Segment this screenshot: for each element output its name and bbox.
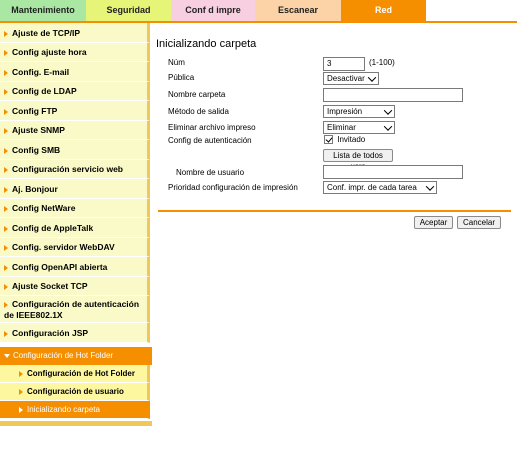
arrow-right-icon [4,187,8,193]
row-nombre-carpeta [168,88,508,102]
tab-conf-d-impre[interactable]: Conf d impre [171,0,255,21]
sidebar-item-label: Config de LDAP [12,86,77,96]
accept-button[interactable]: Aceptar [414,216,453,229]
arrow-right-icon [4,245,8,251]
arrow-right-icon [4,167,8,173]
metodo-salida-select[interactable] [323,105,395,118]
row-config-autenticacion [168,135,508,149]
sidebar-bottom-bar [0,421,152,426]
tab-red[interactable]: Red [341,0,426,21]
sidebar-item-ldap[interactable] [0,82,150,101]
arrow-right-icon [4,331,8,337]
num-range-hint: (1-100) [369,58,395,67]
eliminar-archivo-select-value: Eliminar [327,123,356,132]
tab-seguridad[interactable]: Seguridad [86,0,171,21]
cancel-button[interactable]: Cancelar [457,216,501,229]
sidebar-item-label: Config FTP [12,106,58,116]
chevron-down-icon [384,122,392,130]
arrow-right-icon [19,407,23,413]
page-title: Inicializando carpeta [156,38,257,50]
sidebar-subitem-label: Inicializando carpeta [27,405,100,414]
chevron-down-icon [426,182,434,190]
sidebar-item-label: Config NetWare [12,203,76,213]
chevron-down-icon [368,73,376,81]
tab-mantenimiento[interactable]: Mantenimiento [0,0,86,21]
sidebar-item-label: Ajuste Socket TCP [12,281,88,291]
arrow-right-icon [4,206,8,212]
tab-escanear[interactable]: Escanear [255,0,341,21]
arrow-right-icon [4,89,8,95]
sidebar-item-label-line2: de IEEE802.1X [4,310,63,320]
sidebar-item-label: Configuración de autenticación [12,299,140,309]
sidebar-item-label: Config. E-mail [12,67,70,77]
form-divider [158,210,511,212]
sidebar-item-tcpip[interactable] [0,23,150,43]
arrow-right-icon [4,265,8,271]
sidebar-item-bonjour[interactable] [0,179,150,199]
arrow-right-icon [4,70,8,76]
prioridad-select-value: Conf. impr. de cada tarea [327,183,417,192]
sidebar-item-appletalk[interactable] [0,218,150,238]
eliminar-archivo-label: Eliminar archivo impreso [168,123,256,132]
metodo-salida-label: Método de salida [168,107,229,116]
sidebar-subitem-usuario[interactable] [0,383,150,401]
arrow-right-icon [4,148,8,154]
invitado-checkbox[interactable] [324,135,333,144]
sidebar-item-webdav[interactable] [0,238,150,257]
row-nombre-usuario [168,165,508,179]
top-tab-bar [0,0,517,21]
arrow-right-icon [4,226,8,232]
sidebar-item-label: Config SMB [12,145,61,155]
eliminar-archivo-select[interactable] [323,121,395,134]
arrow-right-icon [4,31,8,37]
publica-label: Pública [168,73,195,82]
sidebar-item-label: Config ajuste hora [12,47,87,57]
arrow-right-icon [19,371,23,377]
sidebar-item-servicio-web[interactable] [0,160,150,179]
sidebar-subitem-label: Configuración de Hot Folder [27,369,135,378]
row-num [168,57,508,71]
sidebar-subitem-label: Configuración de usuario [27,387,124,396]
row-publica [168,72,508,86]
sidebar-item-email[interactable] [0,62,150,82]
sidebar-group-hot-folder[interactable] [0,347,152,365]
num-input[interactable]: 3 [323,57,365,71]
publica-select-value: Desactivar [327,74,365,83]
sidebar-item-jsp[interactable] [0,323,150,343]
nombre-usuario-label: Nombre de usuario [176,168,245,177]
chevron-down-icon [384,106,392,114]
sidebar-item-hora[interactable] [0,43,150,62]
invitado-label: Invitado [337,135,366,145]
sidebar-item-label: Configuración servicio web [12,164,123,174]
prioridad-label: Prioridad configuración de impresión [168,183,298,192]
sidebar-item-label: Configuración JSP [12,328,89,338]
sidebar-subitem-inicializando[interactable] [0,401,150,419]
sidebar-item-label: Config de AppleTalk [12,223,94,233]
sidebar [0,23,153,426]
sidebar-item-label: Aj. Bonjour [12,184,58,194]
row-lista-usuarios [168,149,508,163]
sidebar-item-socket-tcp[interactable] [0,277,150,296]
sidebar-item-snmp[interactable] [0,121,150,140]
sidebar-item-ftp[interactable] [0,101,150,121]
arrow-down-icon [4,354,10,358]
nombre-usuario-input[interactable] [323,165,463,179]
arrow-right-icon [4,50,8,56]
sidebar-item-label: Config. servidor WebDAV [12,242,115,252]
prioridad-select[interactable] [323,181,437,194]
config-autenticacion-label: Config de autenticación [168,136,252,145]
sidebar-item-smb[interactable] [0,140,150,160]
sidebar-item-label: Ajuste SNMP [12,125,65,135]
sidebar-group-label: Configuración de Hot Folder [13,351,114,360]
arrow-right-icon [4,302,8,308]
sidebar-item-label: Ajuste de TCP/IP [12,28,81,38]
row-eliminar-archivo [168,121,508,135]
list-all-users-button[interactable]: Lista de todos [323,149,393,162]
num-label: Núm [168,58,185,67]
arrow-right-icon [4,284,8,290]
sidebar-item-ieee8021x[interactable] [0,296,150,323]
arrow-right-icon [19,389,23,395]
invitado-checkbox-wrap [324,135,365,144]
row-prioridad [168,181,508,195]
nombre-carpeta-input[interactable] [323,88,463,102]
metodo-salida-select-value: Impresión [327,107,363,116]
arrow-right-icon [4,109,8,115]
sidebar-item-netware[interactable] [0,199,150,218]
sidebar-subitem-hot-folder[interactable] [0,365,150,383]
arrow-right-icon [4,128,8,134]
publica-select[interactable] [323,72,379,85]
nombre-carpeta-label: Nombre carpeta [168,90,226,99]
row-metodo-salida [168,105,508,119]
sidebar-item-label: Config OpenAPI abierta [12,262,108,272]
sidebar-item-openapi[interactable] [0,257,150,277]
